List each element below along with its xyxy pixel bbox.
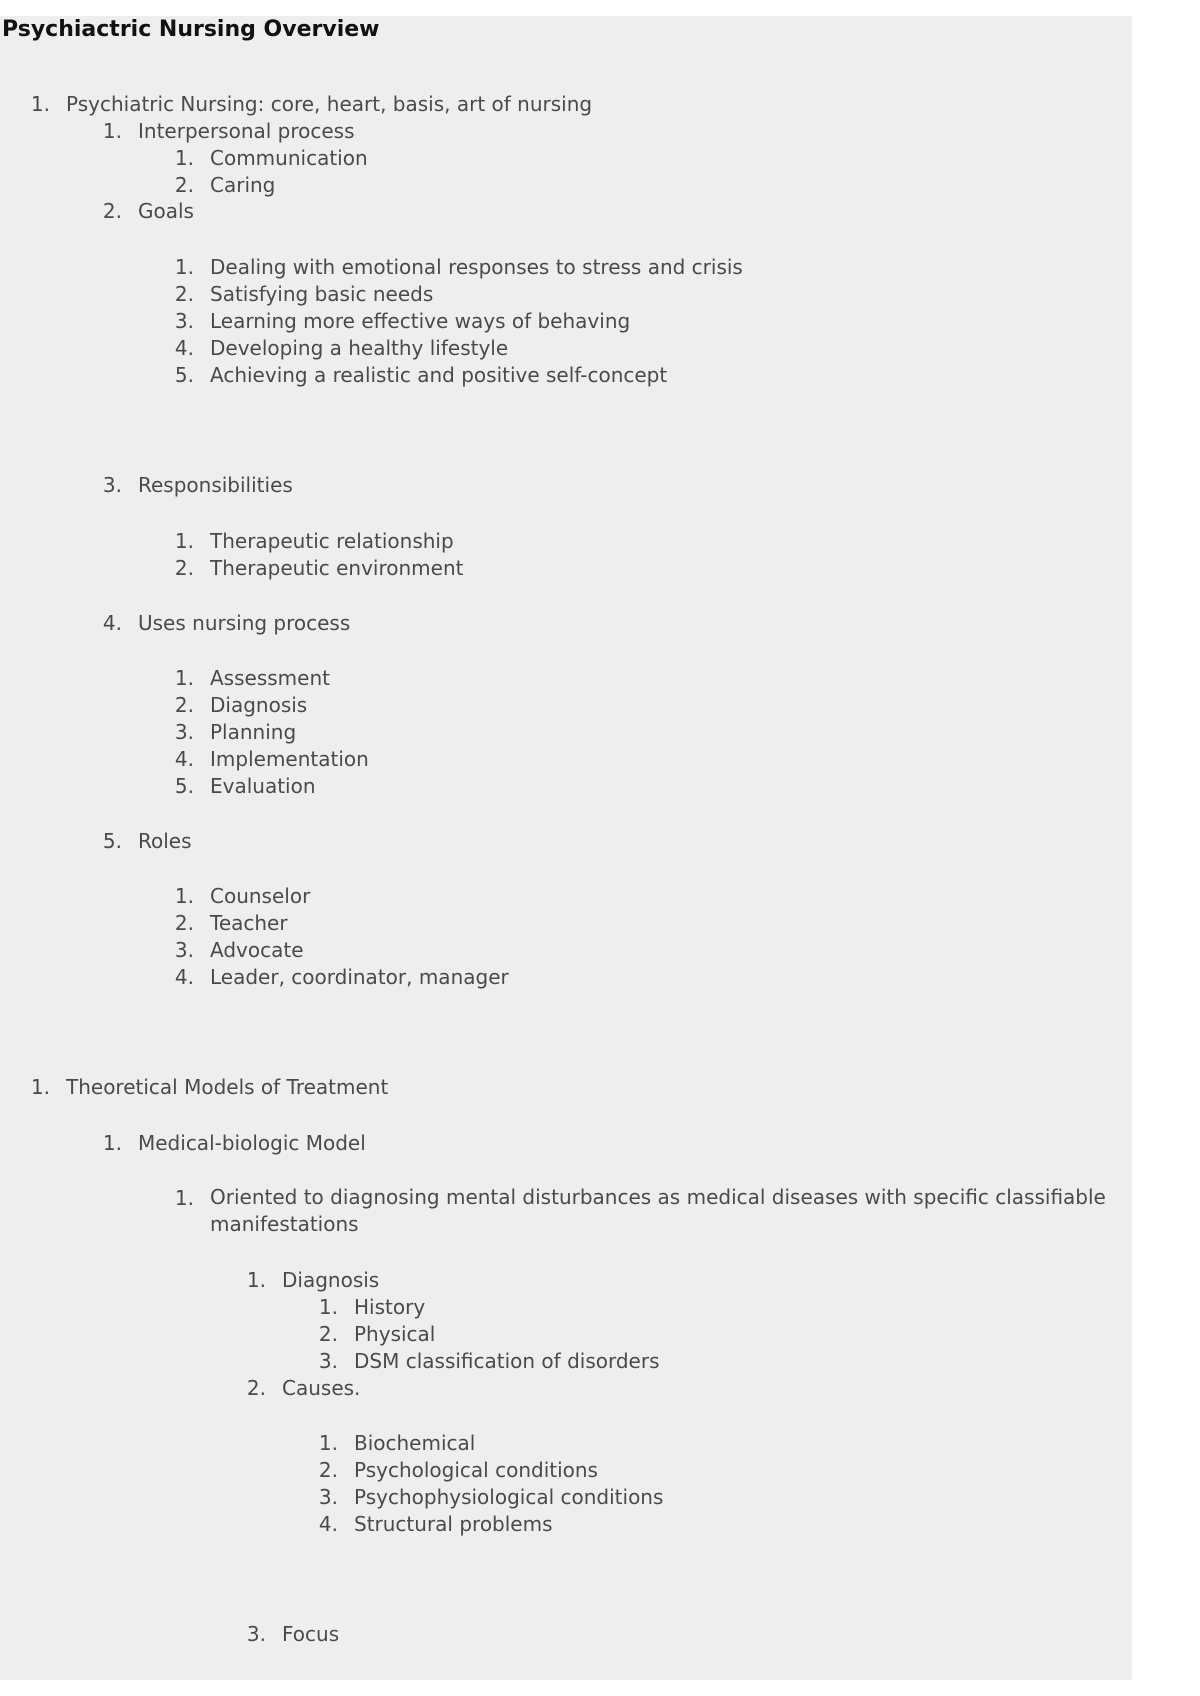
outline-item-number: 1. [174,529,194,553]
outline-item-text: Achieving a realistic and positive self-concept [210,363,668,387]
outline-item-text: Diagnosis [210,693,308,717]
outline-item-number: 5. [174,363,194,387]
outline-item-number: 1. [318,1431,338,1455]
outline-item-number: 1. [30,92,50,116]
outline-item-text: Causes. [282,1376,361,1400]
document-page [0,16,1132,1680]
outline-item-number: 1. [174,1186,194,1210]
outline-item-text: Dealing with emotional responses to stress and crisis [210,255,743,279]
outline-item-text: Oriented to diagnosing mental disturbances as medical diseases with specific classifiable manifestations [210,1185,1106,1236]
outline-item-text: Therapeutic environment [210,556,464,580]
outline-item-text: Focus [282,1622,340,1646]
outline-item-text: Evaluation [210,774,316,798]
outline-item-number: 5. [174,774,194,798]
outline-item-number: 1. [30,1075,50,1099]
outline-item-text: Theoretical Models of Treatment [66,1075,389,1099]
outline-item-number: 3. [174,309,194,333]
outline-item-number: 3. [174,720,194,744]
outline-item-number: 3. [318,1349,338,1373]
outline-item-text: Responsibilities [138,473,293,497]
outline-item-number: 2. [318,1458,338,1482]
outline-item-number: 5. [102,829,122,853]
outline-item-text: Counselor [210,884,311,908]
outline-item-text: Caring [210,173,276,197]
outline-item-text: Structural problems [354,1512,553,1536]
outline-item-text: Medical-biologic Model [138,1131,366,1155]
outline-item-text: Roles [138,829,192,853]
outline-item-text: Developing a healthy lifestyle [210,336,509,360]
outline-item-number: 4. [174,965,194,989]
outline-item-text: Advocate [210,938,304,962]
outline-item-number: 3. [102,473,122,497]
outline-item-text: Leader, coordinator, manager [210,965,509,989]
outline-item-number: 4. [174,336,194,360]
outline-item-text: Learning more effective ways of behaving [210,309,631,333]
outline-item-number: 2. [174,911,194,935]
outline-item-text: Psychiatric Nursing: core, heart, basis, art of nursing [66,92,593,116]
outline-item-number: 3. [246,1622,266,1646]
outline-item-text: Satisfying basic needs [210,282,434,306]
outline-item-number: 2. [174,693,194,717]
outline-item-number: 1. [174,884,194,908]
outline-item-number: 4. [174,747,194,771]
outline-item-number: 2. [318,1322,338,1346]
outline-item-text: History [354,1295,426,1319]
outline-item-number: 1. [174,666,194,690]
outline-item-text: Biochemical [354,1431,476,1455]
outline-item-text: Teacher [210,911,288,935]
outline-item-number: 2. [174,556,194,580]
outline-item-text: Communication [210,146,368,170]
outline-item-text: Diagnosis [282,1268,380,1292]
outline-item-number: 2. [102,199,122,223]
outline-item-text: Physical [354,1322,436,1346]
outline-item-number: 3. [174,938,194,962]
outline-item-text: Planning [210,720,297,744]
outline-item-text: Psychological conditions [354,1458,598,1482]
outline-item-number: 2. [246,1376,266,1400]
outline-item-text: Uses nursing process [138,611,351,635]
outline-item-text: DSM classification of disorders [354,1349,660,1373]
outline-item-number: 1. [102,119,122,143]
outline-item-text: Implementation [210,747,369,771]
outline-item-text: Assessment [210,666,330,690]
outline-item-number: 3. [318,1485,338,1509]
outline-item-number: 4. [318,1512,338,1536]
outline-item-text: Psychophysiological conditions [354,1485,664,1509]
outline-item-text: Goals [138,199,194,223]
outline-item-number: 1. [102,1131,122,1155]
outline-item-number: 4. [102,611,122,635]
page-title: Psychiactric Nursing Overview [2,17,380,42]
outline-item-number: 1. [174,146,194,170]
outline-item-number: 1. [246,1268,266,1292]
outline-item-text: Interpersonal process [138,119,355,143]
outline-item-number: 2. [174,173,194,197]
outline-item-text: Therapeutic relationship [210,529,454,553]
outline-item-number: 1. [174,255,194,279]
outline-item-number: 1. [318,1295,338,1319]
outline-item-number: 2. [174,282,194,306]
